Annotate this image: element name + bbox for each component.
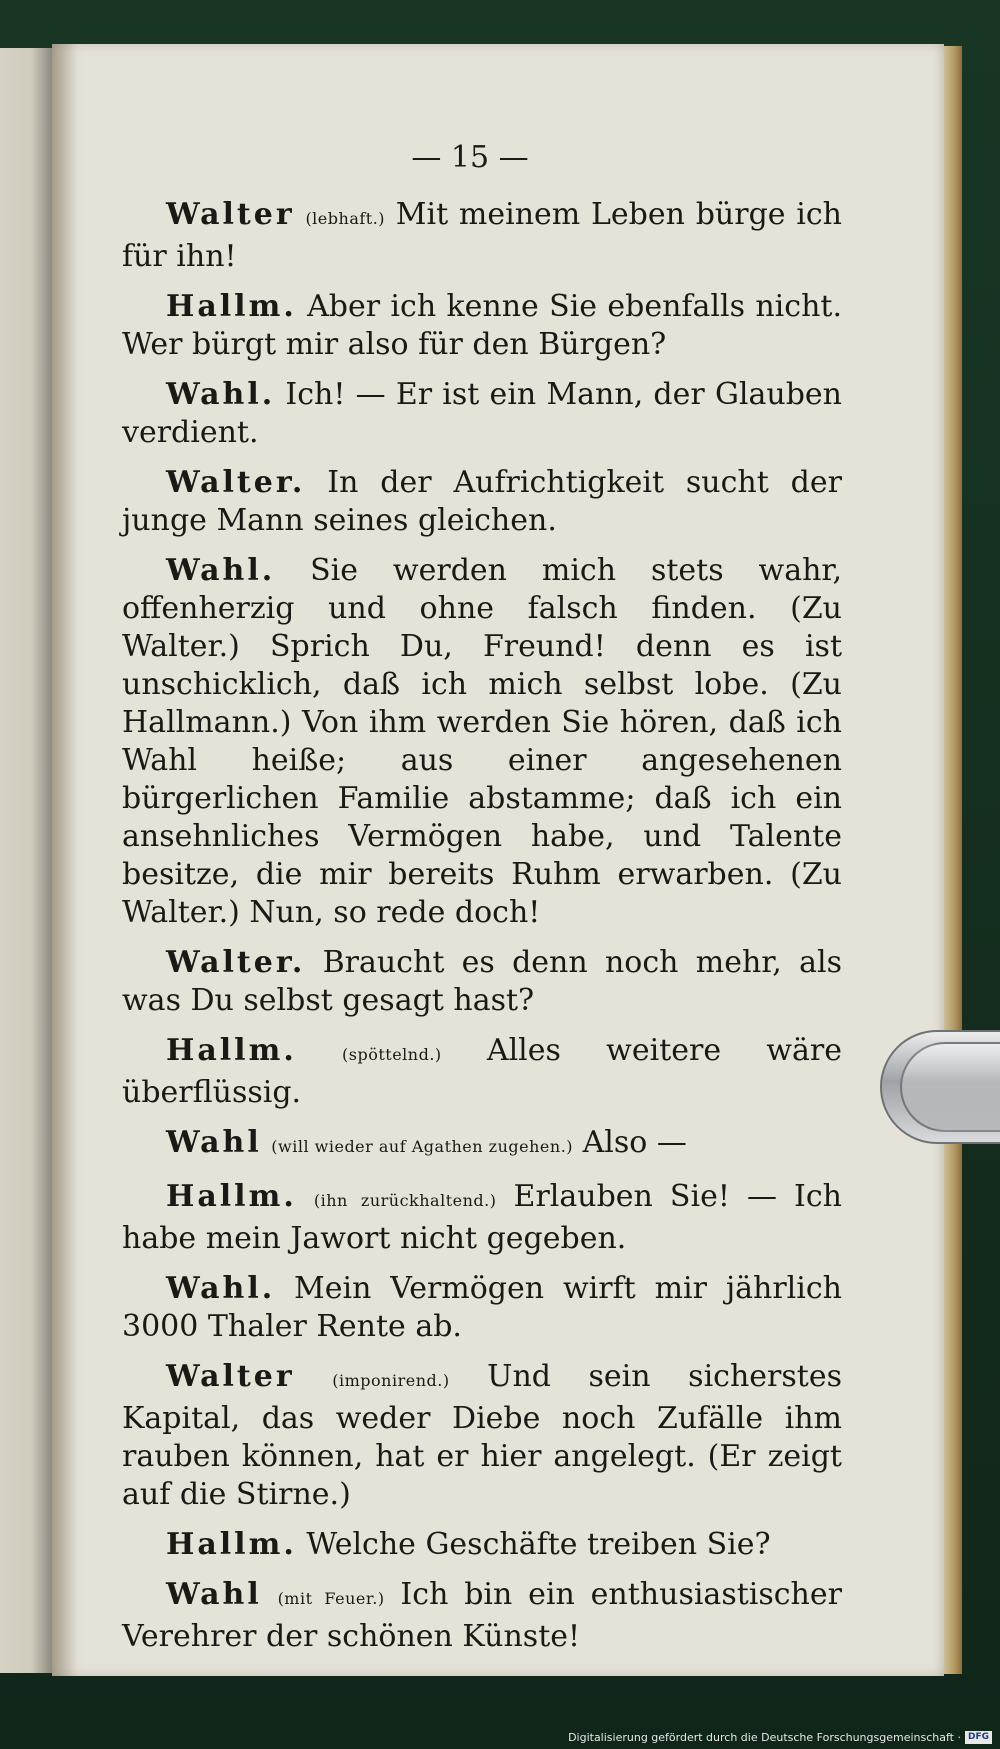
speaker-name: Walter.: [166, 465, 306, 500]
stage-direction: (lebhaft.): [305, 209, 386, 228]
dialogue-text: Ich! — Er ist ein Mann, der Glauben verdient.: [122, 377, 842, 450]
speaker-name: Hallm.: [166, 1527, 297, 1562]
footer-credit: [568, 1729, 992, 1745]
speaker-name: Wahl.: [166, 377, 276, 412]
dialogue-paragraph: [122, 288, 842, 364]
dialogue-paragraph: [122, 1358, 842, 1514]
speaker-name: Wahl: [166, 1125, 262, 1160]
dialogue-text: In der Aufrichtigkeit sucht der junge Mann seines gleichen.: [122, 465, 842, 538]
dialogue-text: Also —: [582, 1125, 687, 1160]
dialogue-paragraph: [122, 1178, 842, 1258]
speaker-name: Walter: [166, 1359, 295, 1394]
dialogue-text: Welche Geschäfte treiben Sie?: [306, 1527, 771, 1562]
stage-direction: (spöttelnd.): [342, 1045, 442, 1064]
dialogue-paragraph: [122, 196, 842, 276]
dfg-logo: DFG: [965, 1731, 992, 1744]
speaker-name: Walter.: [166, 945, 306, 980]
dialogue-paragraph: [122, 376, 842, 452]
dialogue-paragraph: [122, 1576, 842, 1656]
stage-direction: (will wieder auf Agathen zugehen.): [271, 1137, 574, 1156]
speaker-name: Hallm.: [166, 1179, 297, 1214]
dialogue-paragraph: [122, 1270, 842, 1346]
page-clip-inner: [900, 1042, 1000, 1132]
dialogue-text: Mit meinem Leben bürge ich für ihn!: [122, 197, 842, 274]
dialogue-paragraph: [122, 944, 842, 1020]
speaker-name: Hallm.: [166, 1033, 297, 1068]
dialogue-text: Sie werden mich stets wahr, offenherzig und ohne falsch finden. (Zu Walter.) Sprich Du, Freund! denn es ist unschicklich, daß ich mich selbst lobe. (Zu Hallmann.) Von ihm werden Sie hören, daß ich Wahl heiße; aus einer angesehenen bürgerlichen Familie abstamme; daß ich ein ansehnliches Vermögen habe, und Talente besitze, die mir bereits Ruhm erwarben. (Zu Walter.) Nun, so rede doch!: [122, 553, 842, 930]
speaker-name: Wahl.: [166, 553, 276, 588]
previous-page-edge: [0, 48, 52, 1673]
footer-text: Digitalisierung gefördert durch die Deutsche Forschungsgemeinschaft ·: [568, 1730, 961, 1744]
dialogue-text: Alles weitere wäre überflüssig.: [122, 1033, 842, 1110]
speaker-name: Wahl: [166, 1577, 262, 1612]
dialogue-text: Ich bin ein enthusiastischer Verehrer der schönen Künste!: [122, 1577, 842, 1654]
stage-direction: (mit Feuer.): [277, 1589, 385, 1608]
page-gutter: [52, 44, 78, 1676]
play-text: [122, 196, 842, 1668]
speaker-name: Walter: [166, 197, 295, 232]
speaker-name: Hallm.: [166, 289, 297, 324]
stage-direction: (ihn zurückhaltend.): [313, 1191, 497, 1210]
speaker-name: Wahl.: [166, 1271, 276, 1306]
dialogue-paragraph: [122, 1124, 842, 1166]
stage-direction: (imponirend.): [332, 1371, 450, 1390]
dialogue-paragraph: [122, 552, 842, 932]
dialogue-paragraph: [122, 464, 842, 540]
dialogue-paragraph: [122, 1032, 842, 1112]
page-stack-edge: [944, 46, 962, 1674]
dialogue-text: Erlauben Sie! — Ich habe mein Jawort nicht gegeben.: [122, 1179, 842, 1256]
dialogue-text: Und sein sicherstes Kapital, das weder Diebe noch Zufälle ihm rauben können, hat er hier angelegt. (Er zeigt auf die Stirne.): [122, 1359, 842, 1512]
dialogue-text: Aber ich kenne Sie ebenfalls nicht. Wer bürgt mir also für den Bürgen?: [122, 289, 842, 362]
page-number: — 15 —: [411, 140, 529, 175]
dialogue-text: Braucht es denn noch mehr, als was Du selbst gesagt hast?: [122, 945, 842, 1018]
dialogue-paragraph: [122, 1526, 842, 1564]
page-clip-icon: [880, 1030, 1000, 1144]
dialogue-text: Mein Vermögen wirft mir jährlich 3000 Thaler Rente ab.: [122, 1271, 842, 1344]
